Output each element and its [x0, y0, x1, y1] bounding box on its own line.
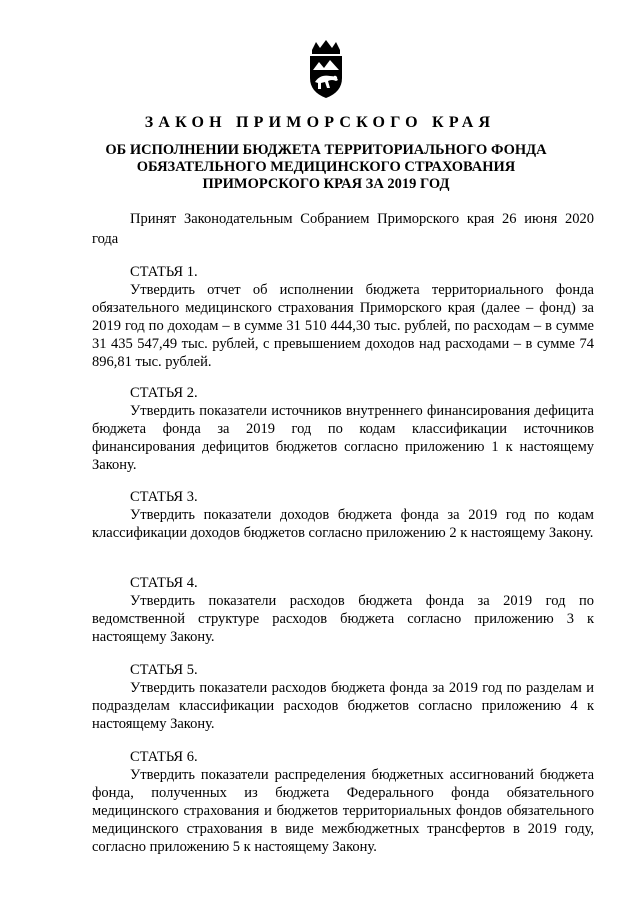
- article-2: [92, 384, 594, 474]
- article-heading: СТАТЬЯ 4.: [130, 575, 198, 591]
- article-text: Утвердить показатели распределения бюджетных ассигнований бюджета фонда, полученных из бюджета Федерального фонда обязательного медицинского страхования и бюджетов территориальных фондов обязательного медицинского страхования в виде межбюджетных трансфертов в 2019 году, согласно приложению 5 к настоящему Закону.: [92, 767, 594, 855]
- coat-of-arms-icon: [302, 40, 350, 100]
- article-1: [92, 263, 594, 371]
- article-heading: СТАТЬЯ 5.: [130, 662, 198, 678]
- article-heading: СТАТЬЯ 6.: [130, 749, 198, 765]
- adoption-note: Принят Законодательным Собранием Приморского края 26 июня 2020 года: [92, 211, 594, 247]
- subtitle-line: ОБ ИСПОЛНЕНИИ БЮДЖЕТА ТЕРРИТОРИАЛЬНОГО ФОНДА: [105, 142, 547, 158]
- law-title: ЗАКОН ПРИМОРСКОГО КРАЯ: [144, 114, 496, 131]
- article-6: [92, 748, 594, 856]
- law-subtitle: [60, 142, 592, 193]
- subtitle-line: ОБЯЗАТЕЛЬНОГО МЕДИЦИНСКОГО СТРАХОВАНИЯ: [136, 159, 516, 175]
- article-4: [92, 574, 594, 646]
- article-5: [92, 661, 594, 733]
- article-heading: СТАТЬЯ 1.: [130, 264, 198, 280]
- subtitle-line: ПРИМОРСКОГО КРАЯ ЗА 2019 ГОД: [202, 176, 450, 192]
- article-heading: СТАТЬЯ 2.: [130, 385, 198, 401]
- article-3: [92, 488, 594, 542]
- article-text: Утвердить показатели доходов бюджета фонда за 2019 год по кодам классификации доходов бюджетов согласно приложению 2 к настоящему Закону.: [92, 507, 594, 541]
- article-text: Утвердить отчет об исполнении бюджета территориального фонда обязательного медицинского страхования Приморского края (далее – фонд) за 2019 год по доходам – в сумме 31 510 444,30 тыс. рублей, по расходам – в сумме 31 435 547,49 тыс. рублей, с превышением доходов над расходами – в сумме 74 896,81 тыс. рублей.: [92, 282, 594, 370]
- article-heading: СТАТЬЯ 3.: [130, 489, 198, 505]
- article-text: Утвердить показатели источников внутреннего финансирования дефицита бюджета фонда за 2019 год по кодам классификации источников финансирования дефицитов бюджетов согласно приложению 1 к настоящему Закону.: [92, 403, 594, 473]
- article-text: Утвердить показатели расходов бюджета фонда за 2019 год по ведомственной структуре расходов бюджета согласно приложению 3 к настоящему Закону.: [92, 593, 594, 645]
- article-text: Утвердить показатели расходов бюджета фонда за 2019 год по разделам и подразделам классификации расходов бюджетов согласно приложению 4 к настоящему Закону.: [92, 680, 594, 732]
